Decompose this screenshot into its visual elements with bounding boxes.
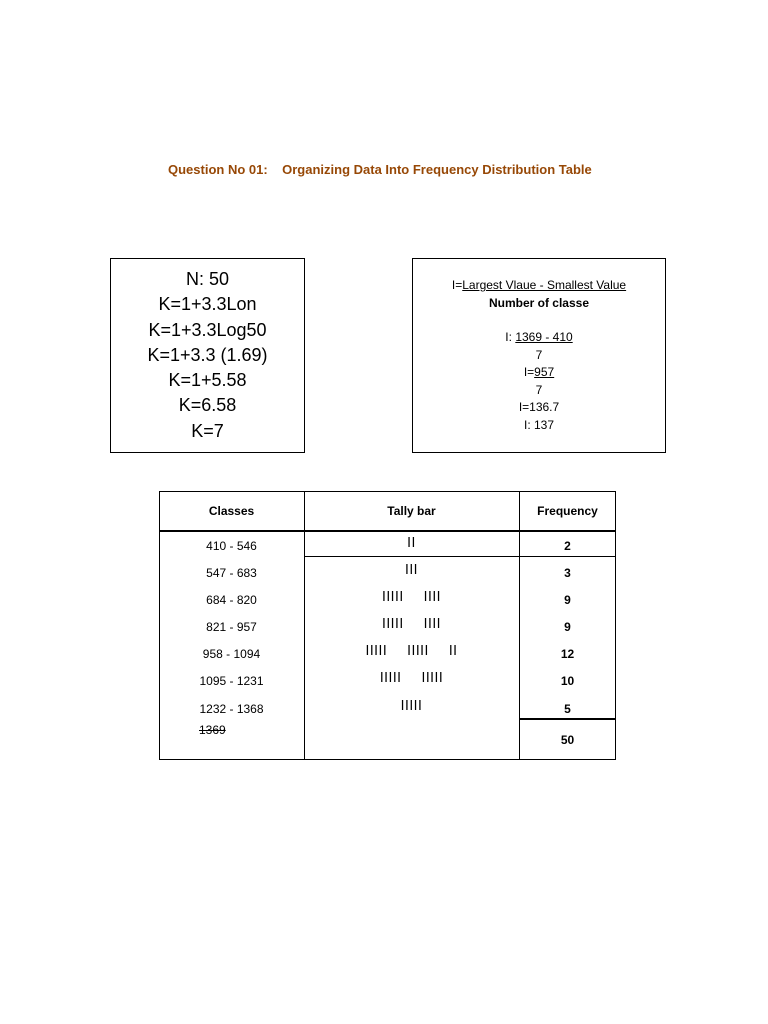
tally-mark-group: IIII [423, 617, 441, 632]
tally-mark-group: II [448, 644, 458, 659]
class-interval-cell: 821 - 957 [206, 620, 257, 634]
tally-mark-group: IIII [423, 590, 441, 605]
k-result-line: K=7 [191, 420, 224, 441]
tally-mark-group: IIIII [381, 617, 404, 632]
interval-formula [413, 277, 665, 295]
interval-calc-2 [413, 364, 665, 382]
frequency-cell: 9 [564, 620, 571, 634]
tally-cell [304, 616, 519, 634]
interval-calc-2-prefix: I= [523, 365, 535, 379]
k-decimal-line: K=6.58 [178, 395, 237, 416]
tally-mark-group: II [407, 536, 416, 551]
tally-cell [304, 698, 519, 716]
n-line: N: 50 [185, 269, 230, 289]
question-heading: Question No 01: Organizing Data Into Frequency Distribution Table [168, 162, 592, 177]
frequency-total: 50 [560, 733, 575, 747]
interval-result-1: I=136.7 [518, 400, 560, 414]
frequency-cell: 10 [560, 674, 575, 688]
interval-formula-numerator: Largest Vlaue - Smallest Value [462, 278, 627, 292]
tally-mark-group: IIIII [381, 590, 404, 605]
class-interval-cell: 1232 - 1368 [199, 702, 264, 716]
interval-calc-1 [413, 329, 665, 347]
frequency-cell: 12 [560, 647, 575, 661]
class-interval-cell: 547 - 683 [206, 566, 257, 580]
interval-result-2: I: 137 [523, 417, 555, 432]
interval-calc-1-numerator: 1369 - 410 [515, 330, 573, 344]
class-interval-cell: 684 - 820 [206, 593, 257, 607]
frequency-cell: 9 [564, 593, 571, 607]
interval-calc-1-prefix: I: [505, 330, 516, 344]
tally-cell [304, 562, 519, 580]
k-sum-line: K=1+5.58 [168, 370, 247, 391]
class-interval-cell: 410 - 546 [206, 539, 257, 553]
tally-mark-group: IIIII [407, 644, 429, 659]
k-value-line: K=1+3.3 (1.69) [147, 344, 268, 365]
tally-mark-group: IIIII [421, 671, 444, 686]
k-formula-line: K=1+3.3Lon [158, 294, 257, 315]
frequency-cell: 3 [564, 566, 571, 580]
interval-formula-denominator: Number of classe [488, 295, 590, 310]
interval-calc-2-denominator: 7 [535, 382, 543, 397]
tally-cell [304, 670, 519, 688]
tally-cell [304, 589, 519, 607]
class-interval-cell: 958 - 1094 [202, 647, 261, 661]
header-classes: Classes [208, 504, 255, 518]
frequency-cell: 5 [564, 702, 571, 716]
tally-mark-group: IIIII [379, 671, 402, 686]
class-count-box [110, 258, 305, 453]
frequency-cell: 2 [564, 539, 571, 553]
struck-upper-limit: 1369 [199, 723, 226, 737]
interval-calc-2-numerator: 957 [534, 365, 555, 379]
tally-mark-group: IIIII [365, 644, 388, 659]
interval-formula-prefix: I= [451, 278, 463, 292]
interval-calc-1-denominator: 7 [535, 347, 543, 362]
frequency-distribution-table [159, 491, 616, 760]
tally-mark-group: IIIII [400, 699, 423, 714]
tally-mark-group: III [404, 563, 418, 578]
header-tally-bar: Tally bar [387, 504, 436, 518]
tally-cell [304, 643, 519, 661]
class-interval-cell: 1095 - 1231 [199, 674, 264, 688]
class-interval-box [412, 258, 666, 453]
tally-cell [304, 535, 519, 553]
k-log-line: K=1+3.3Log50 [148, 319, 267, 340]
header-frequency: Frequency [537, 504, 598, 518]
